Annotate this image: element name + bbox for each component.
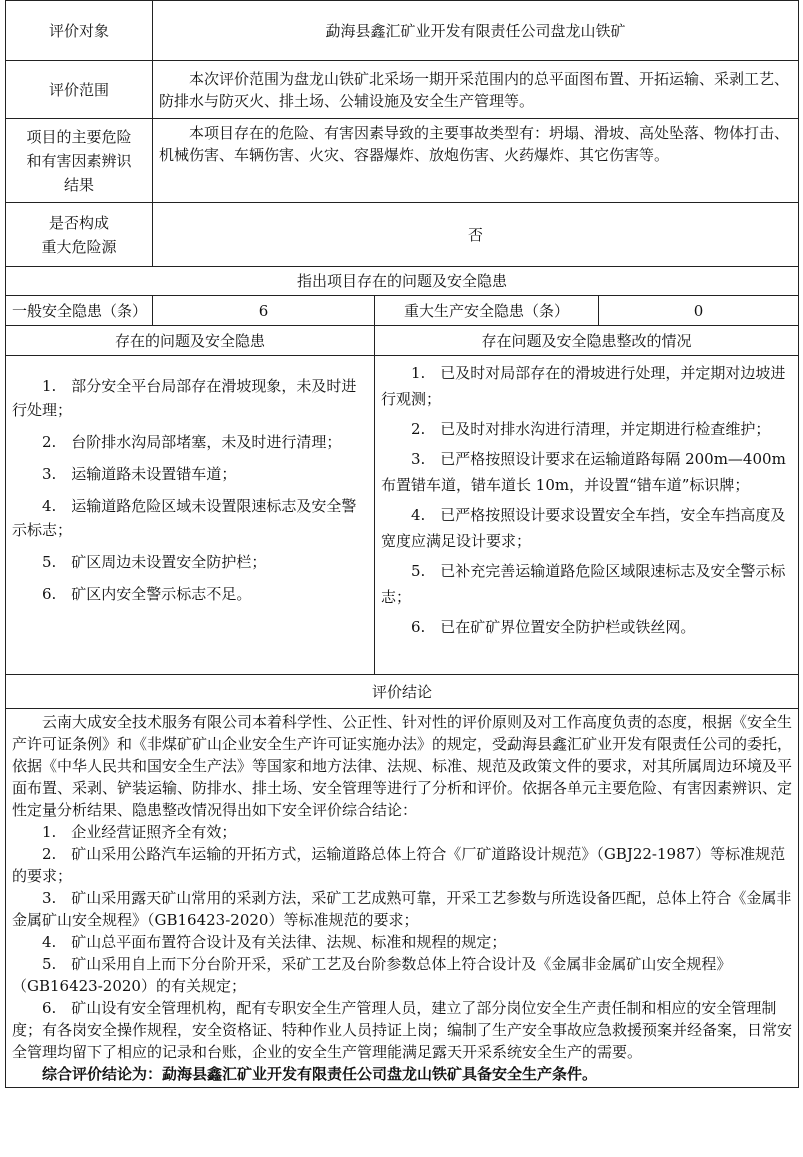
- subject-label: 评价对象: [6, 1, 153, 61]
- rectification-item: 2. 已及时对排水沟进行清理，并定期进行检查维护；: [411, 420, 771, 438]
- rectification-item: 3. 已严格按照设计要求在运输道路每隔 200m—400m 布置错车道，错车道长 10m，并设置“错车道”标识牌；: [381, 450, 786, 494]
- issue-item: 1. 部分安全平台局部存在滑坡现象，未及时进行处理；: [12, 377, 357, 419]
- rectification-item: 4. 已严格按照设计要求设置安全车挡，安全车挡高度及宽度应满足设计要求；: [381, 506, 786, 550]
- row-issues-header: [6, 267, 799, 296]
- hazards-label-line: 项目的主要危险: [26, 127, 132, 146]
- row-subject: [6, 1, 799, 61]
- general-count-value: 6: [153, 296, 375, 326]
- major-count-label: 重大生产安全隐患（条）: [375, 296, 599, 326]
- conclusion-intro: 云南大成安全技术服务有限公司本着科学性、公正性、针对性的评价原则及对工作高度负责的态度，根据《安全生产许可证条例》和《非煤矿矿山企业安全生产许可证实施办法》的规定，受勐海县鑫汇矿业开发有限责任公司的委托，依据《中华人民共和国安全生产法》等国家和地方法律、法规、标准、规范及政策文件的要求，对其所属周边环境及平面布置、采剥、铲装运输、防排水、排土场、安全管理等进行了分析和评价。依据各单元主要危险、有害因素辨识、定性定量分析结果、隐患整改情况得出如下安全评价综合结论：: [12, 713, 793, 819]
- conclusion-item: 2. 矿山采用公路汽车运输的开拓方式，运输道路总体上符合《厂矿道路设计规范》（GBJ22-1987）等标准规范的要求；: [12, 845, 786, 885]
- subject-value: 勐海县鑫汇矿业开发有限责任公司盘龙山铁矿: [153, 1, 799, 61]
- major-hazard-label-line: 是否构成: [48, 213, 109, 232]
- issue-item: 2. 台阶排水沟局部堵塞，未及时进行清理；: [42, 433, 342, 451]
- conclusion-item: 6. 矿山设有安全管理机构，配有专职安全生产管理人员，建立了部分岗位安全生产责任制和相应的安全管理制度；有各岗安全操作规程，安全资格证、特种作业人员持证上岗；编制了生产安全事故应急救援预案并经备案，日常安全管理均留下了相应的记录和台账，企业的安全生产管理能满足露天开采系统安全生产的需要。: [12, 999, 793, 1061]
- conclusion-item: 5. 矿山采用自上而下分台阶开采，采矿工艺及台阶参数总体上符合设计及《金属非金属矿山安全规程》（GB16423-2020）的有关规定；: [12, 955, 732, 995]
- conclusion-item: 4. 矿山总平面布置符合设计及有关法律、法规、标准和规程的规定；: [42, 933, 507, 951]
- conclusion-item: 3. 矿山采用露天矿山常用的采剥方法，采矿工艺成熟可靠，开采工艺参数与所选设备匹配，总体上符合《金属非金属矿山安全规程》（GB16423-2020）等标准规范的要求；: [12, 889, 792, 929]
- issues-header: 指出项目存在的问题及安全隐患: [6, 267, 799, 296]
- hazards-label-line: 和有害因素辨识: [26, 151, 132, 170]
- report-table: [5, 0, 799, 1088]
- conclusion-item: 1. 企业经营证照齐全有效；: [42, 823, 237, 841]
- row-column-headers: [6, 326, 799, 356]
- major-hazard-value: 否: [153, 203, 799, 267]
- hazards-label-line: 结果: [63, 175, 94, 194]
- rectification-item: 1. 已及时对局部存在的滑坡进行处理，并定期对边坡进行观测；: [381, 364, 786, 408]
- general-count-label: 一般安全隐患（条）: [6, 296, 153, 326]
- hazards-label: [6, 119, 153, 203]
- row-hazards: [6, 119, 799, 203]
- issue-item: 5. 矿区周边未设置安全防护栏；: [42, 553, 267, 571]
- major-count-value: 0: [599, 296, 799, 326]
- issue-item: 3. 运输道路未设置错车道；: [42, 465, 237, 483]
- rectification-item: 5. 已补充完善运输道路危险区域限速标志及安全警示标志；: [381, 562, 786, 606]
- issues-column-header: 存在的问题及安全隐患: [6, 326, 375, 356]
- hazards-value: 本项目存在的危险、有害因素导致的主要事故类型有：坍塌、滑坡、高处坠落、物体打击、机械伤害、车辆伤害、火灾、容器爆炸、放炮伤害、火药爆炸、其它伤害等。: [153, 119, 799, 203]
- issues-list: [6, 356, 375, 675]
- major-hazard-label: [6, 203, 153, 267]
- conclusion-final: 综合评价结论为：勐海县鑫汇矿业开发有限责任公司盘龙山铁矿具备安全生产条件。: [42, 1065, 598, 1083]
- scope-value: 本次评价范围为盘龙山铁矿北采场一期开采范围内的总平面图布置、开拓运输、采剥工艺、防排水与防灭火、排土场、公辅设施及安全生产管理等。: [153, 61, 799, 119]
- rectification-list: [375, 356, 799, 675]
- rectification-item: 6. 已在矿矿界位置安全防护栏或铁丝网。: [411, 618, 696, 636]
- evaluation-report: [5, 0, 798, 1088]
- row-conclusion-header: [6, 675, 799, 709]
- scope-label: 评价范围: [6, 61, 153, 119]
- row-conclusion: [6, 709, 799, 1088]
- row-counts: [6, 296, 799, 326]
- row-scope: [6, 61, 799, 119]
- conclusion-header: 评价结论: [6, 675, 799, 709]
- row-issues-detail: [6, 356, 799, 675]
- issue-item: 6. 矿区内安全警示标志不足。: [42, 585, 252, 603]
- rectification-column-header: 存在问题及安全隐患整改的情况: [375, 326, 799, 356]
- row-major-hazard: [6, 203, 799, 267]
- issue-item: 4. 运输道路危险区域未设置限速标志及安全警示标志；: [12, 497, 357, 539]
- conclusion-body: [6, 709, 799, 1088]
- major-hazard-label-line: 重大危险源: [41, 237, 117, 256]
